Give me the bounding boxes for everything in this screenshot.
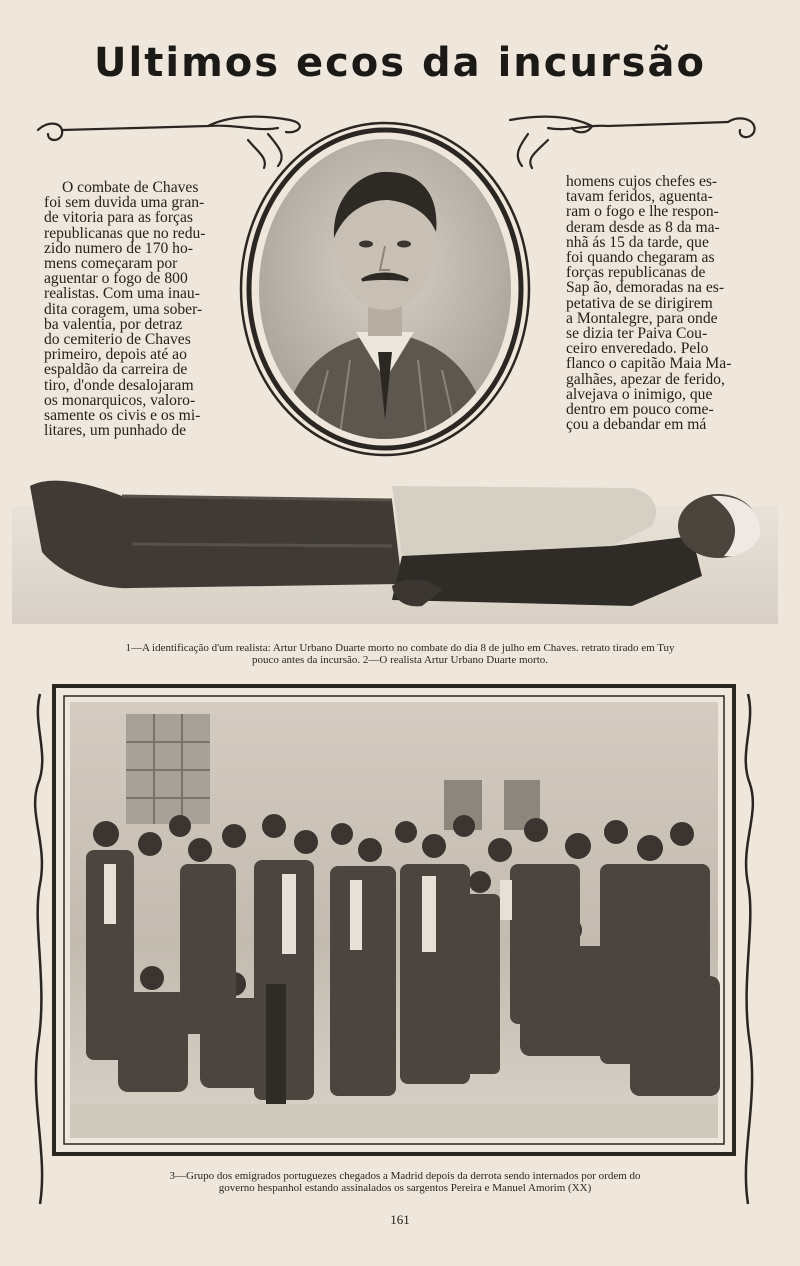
text-line: tiro, d'onde desalojaram bbox=[44, 376, 194, 394]
article-right-column bbox=[566, 174, 758, 432]
text-line: ceiro enveredado. Pelo bbox=[566, 340, 709, 358]
text-line: foi quando chegaram as bbox=[566, 249, 715, 267]
caption-line: 1—A identificação d'um realista: Artur Urbano Duarte morto no combate do dia 8 de julho em Chaves. retrato tirado em Tuy bbox=[125, 642, 675, 654]
text-line: a Montalegre, para onde bbox=[566, 309, 718, 327]
text-line: primeiro, depois até ao bbox=[44, 346, 187, 364]
deceased-photo bbox=[12, 466, 778, 624]
photo-caption-2 bbox=[80, 1170, 730, 1194]
text-line: dita coragem, uma sober- bbox=[44, 300, 203, 318]
caption-line: 3—Grupo dos emigrados portuguezes chegados a Madrid depois da derrota sendo internados por ordem do bbox=[169, 1170, 641, 1182]
text-line: çou a debandar em má bbox=[566, 416, 707, 434]
text-line: petativa de se dirigirem bbox=[566, 294, 713, 312]
text-line: deram desde as 8 da ma- bbox=[566, 218, 720, 236]
text-line: ram o fogo e lhe respon- bbox=[566, 203, 719, 221]
text-line: Sap ão, demoradas na es- bbox=[566, 279, 725, 297]
text-line: dentro em pouco come- bbox=[566, 401, 714, 419]
text-line: mens começaram por bbox=[44, 255, 178, 273]
photo-caption-1 bbox=[30, 642, 770, 666]
text-line: flanco o capitão Maia Ma- bbox=[566, 355, 732, 373]
text-line: de vitoria para as forças bbox=[44, 209, 193, 227]
text-line: alvejava o inimigo, que bbox=[566, 385, 713, 403]
article-left-column bbox=[44, 180, 220, 438]
caption-line: pouco antes da incursão. 2—O realista Artur Urbano Duarte morto. bbox=[252, 654, 548, 666]
text-line: espaldão da carreira de bbox=[44, 361, 188, 379]
text-line: samente os civis e os mi- bbox=[44, 407, 201, 425]
text-line: O combate de Chaves bbox=[62, 179, 199, 196]
text-line: foi sem duvida uma gran- bbox=[44, 194, 205, 212]
text-line: do cemiterio de Chaves bbox=[44, 331, 191, 349]
text-line: aguentar o fogo de 800 bbox=[44, 270, 188, 288]
page-number: 161 bbox=[390, 1212, 410, 1227]
text-line: republicanas que no redu- bbox=[44, 224, 206, 242]
caption-line: governo hespanhol estando assinalados os sargentos Pereira e Manuel Amorim (XX) bbox=[218, 1182, 592, 1194]
text-line: homens cujos chefes es- bbox=[566, 173, 718, 190]
text-line: ba valentia, por detraz bbox=[44, 315, 183, 333]
text-line: litares, um punhado de bbox=[44, 422, 187, 440]
text-line: forças republicanas de bbox=[566, 264, 706, 282]
text-line: nhã ás 15 da tarde, que bbox=[566, 233, 709, 251]
group-photo bbox=[30, 684, 758, 1216]
text-line: tavam feridos, aguenta- bbox=[566, 188, 713, 206]
text-line: os monarquicos, valoro- bbox=[44, 391, 196, 409]
text-line: zido numero de 170 ho- bbox=[44, 239, 193, 257]
text-line: galhães, apezar de ferido, bbox=[566, 370, 725, 388]
page-title: Ultimos ecos da incursão bbox=[94, 40, 706, 86]
text-line: realistas. Com uma inau- bbox=[44, 285, 200, 303]
text-line: se dizia ter Paiva Cou- bbox=[566, 325, 708, 343]
portrait-photo bbox=[238, 120, 532, 458]
